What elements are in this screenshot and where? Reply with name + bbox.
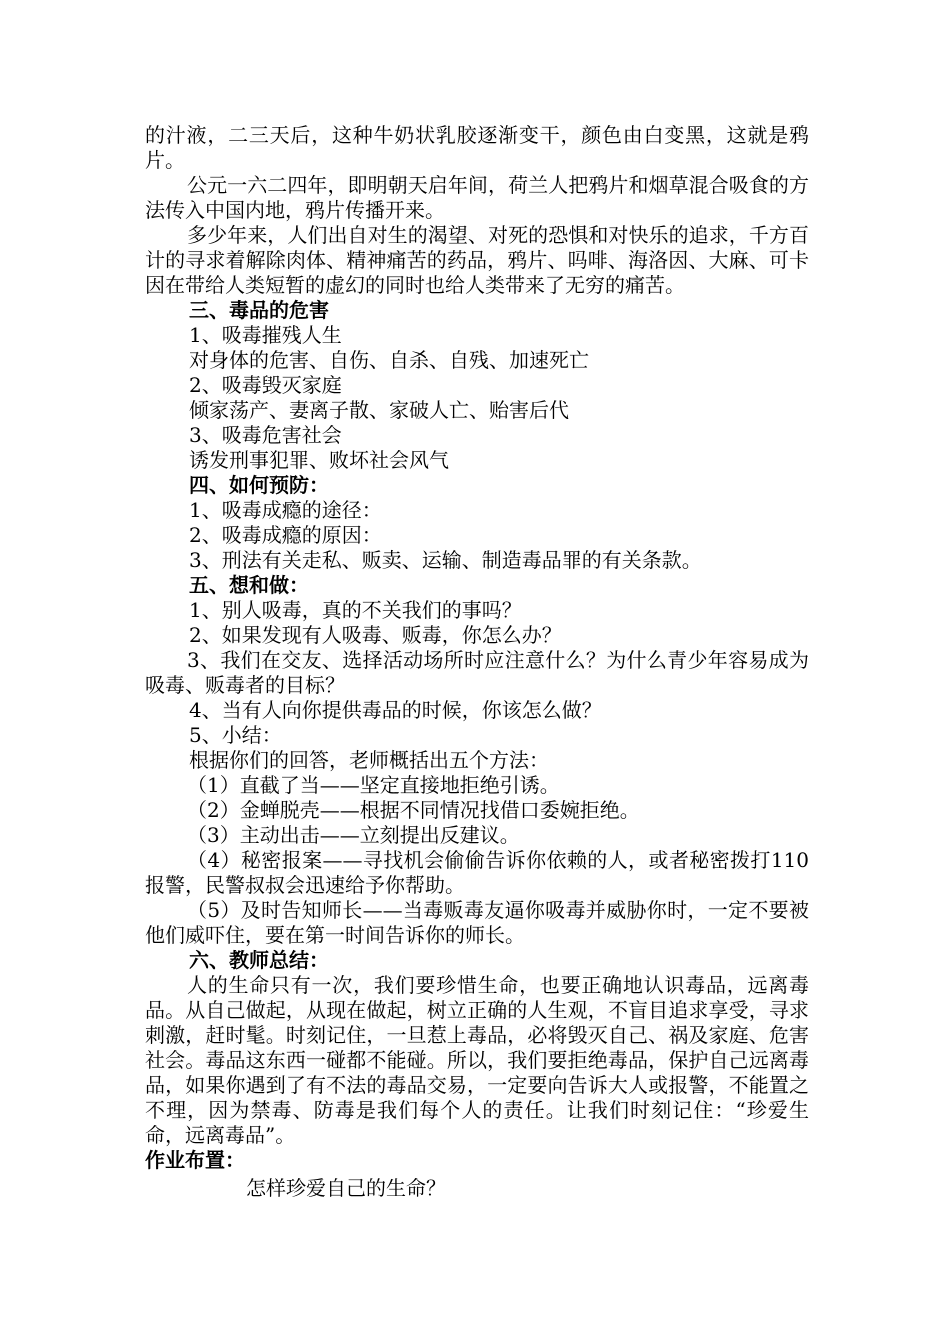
prevention-item: 1、吸毒成瘾的途径： [189, 498, 382, 522]
paragraph-opium-origin: 的汁液，二三天后，这种牛奶状乳胶逐渐变干，颜色由白变黑，这就是鸦片。 [145, 123, 809, 172]
paragraph-opium-history: 公元一六二四年，即明朝天启年间，荷兰人把鸦片和烟草混合吸食的方法传入中国内地，鸦片传播开来。 [145, 173, 809, 222]
section-heading-think-and-do: 五、想和做： [189, 573, 309, 597]
harm-item: 1、吸毒摧残人生 [189, 323, 342, 347]
harm-item: 2、吸毒毁灭家庭 [189, 373, 342, 397]
homework-question: 怎样珍爱自己的生命？ [246, 1176, 446, 1200]
question-item: 4、当有人向你提供毒品的时候，你该怎么做？ [189, 698, 602, 722]
question-item: 3、我们在交友、选择活动场所时应注意什么？为什么青少年容易成为吸毒、贩毒者的目标？ [145, 648, 809, 697]
harm-item: 3、吸毒危害社会 [189, 423, 342, 447]
harm-item: 倾家荡产、妻离子散、家破人亡、贻害后代 [189, 398, 569, 422]
document-page [145, 123, 809, 1201]
harm-item: 对身体的危害、自伤、自杀、自残、加速死亡 [189, 348, 589, 372]
section-heading-teacher-summary: 六、教师总结： [189, 948, 329, 972]
summary-label: 5、小结： [189, 723, 282, 747]
section-heading-harm: 三、毒品的危害 [189, 298, 329, 322]
method-item: （1）直截了当——坚定直接地拒绝引诱。 [187, 773, 560, 797]
teacher-summary-body: 人的生命只有一次，我们要珍惜生命，也要正确地认识毒品，远离毒品。从自己做起，从现在做起，树立正确的人生观，不盲目追求享受，寻求刺激，赶时髦。时刻记住，一旦惹上毒品，必将毁灭自己、祸及家庭、危害社会。毒品这东西一碰都不能碰。所以，我们要拒绝毒品，保护自己远离毒品，如果你遇到了有不法的毒品交易，一定要向告诉大人或报警，不能置之不理，因为禁毒、防毒是我们每个人的责任。让我们时刻记住：“珍爱生命，远离毒品”。 [145, 973, 809, 1147]
method-item: （2）金蝉脱壳——根据不同情况找借口委婉拒绝。 [187, 798, 640, 822]
question-item: 2、如果发现有人吸毒、贩毒，你怎么办？ [189, 623, 562, 647]
question-item: 1、别人吸毒，真的不关我们的事吗？ [189, 598, 522, 622]
section-heading-prevention: 四、如何预防： [189, 473, 329, 497]
method-item: （5）及时告知师长——当毒贩毒友逼你吸毒并威胁你时，一定不要被他们威吓住，要在第一时间告诉你的师长。 [145, 898, 809, 947]
homework-label: 作业布置： [145, 1148, 245, 1172]
prevention-item: 2、吸毒成瘾的原因： [189, 523, 382, 547]
paragraph-drug-suffering: 多少年来，人们出自对生的渴望、对死的恐惧和对快乐的追求，千方百计的寻求着解除肉体、精神痛苦的药品，鸦片、吗啡、海洛因、大麻、可卡因在带给人类短暂的虚幻的同时也给人类带来了无穷的痛苦。 [145, 223, 809, 297]
method-item: （3）主动出击——立刻提出反建议。 [187, 823, 520, 847]
method-item: （4）秘密报案——寻找机会偷偷告诉你依赖的人，或者秘密拨打110报警，民警叔叔会迅速给予你帮助。 [145, 848, 809, 897]
summary-intro: 根据你们的回答，老师概括出五个方法： [189, 748, 549, 772]
prevention-item: 3、刑法有关走私、贩卖、运输、制造毒品罪的有关条款。 [189, 548, 702, 572]
harm-item: 诱发刑事犯罪、败坏社会风气 [189, 448, 449, 472]
